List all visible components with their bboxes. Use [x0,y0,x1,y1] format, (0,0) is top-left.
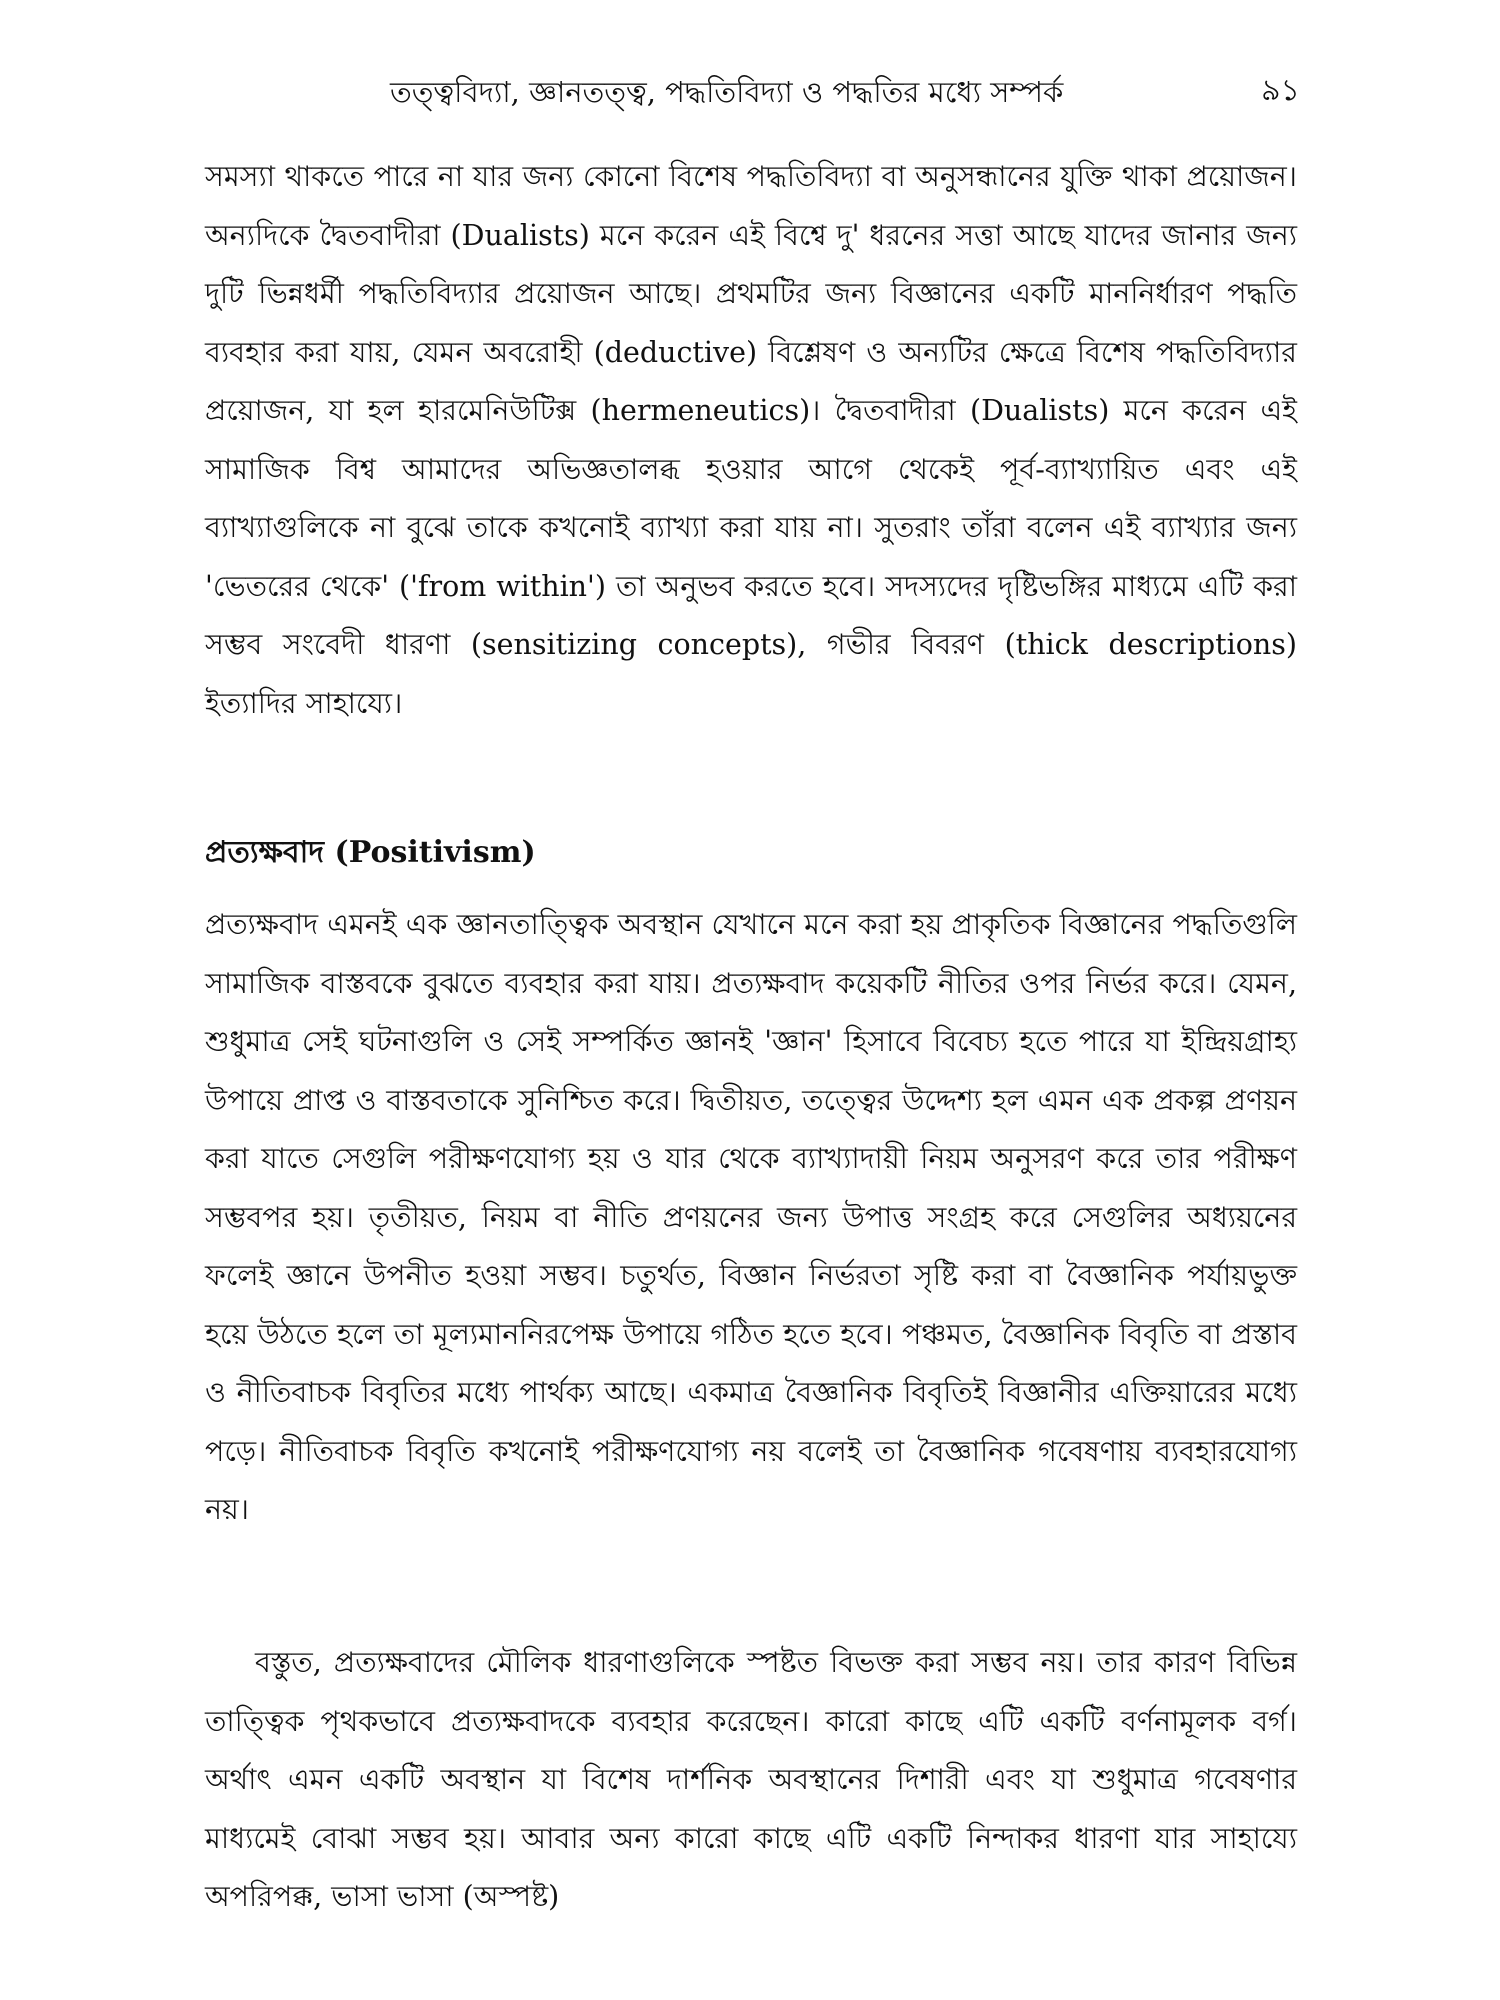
paragraph-dualists: সমস্যা থাকতে পারে না যার জন্য কোনো বিশেষ পদ্ধতিবিদ্যা বা অনুসন্ধানের যুক্তি থাকা প্রয়োজন। অন্যদিকে দ্বৈতবাদীরা (Dualists) মনে করেন এই বিশ্বে দু' ধরনের সত্তা আছে যাদের জানার জন্য দুটি ভিন্নধর্মী পদ্ধতিবিদ্যার প্রয়োজন আছে। প্রথমটির জন্য বিজ্ঞানের একটি মাননির্ধারণ পদ্ধতি ব্যবহার করা যায়, যেমন অবরোহী (deductive) বিশ্লেষণ ও অন্যটির ক্ষেত্রে বিশেষ পদ্ধতিবিদ্যার প্রয়োজন, যা হল হারমেনিউটিক্স (hermeneutics)। দ্বৈতবাদীরা (Dualists) মনে করেন এই সামাজিক বিশ্ব আমাদের অভিজ্ঞতালব্ধ হওয়ার আগে থেকেই পূর্ব-ব্যাখ্যায়িত এবং এই ব্যাখ্যাগুলিকে না বুঝে তাকে কখনোই ব্যাখ্যা করা যায় না। সুতরাং তাঁরা বলেন এই ব্যাখ্যার জন্য 'ভেতরের থেকে' ('from within') তা অনুভব করতে হবে। সদস্যদের দৃষ্টিভঙ্গির মাধ্যমে এটি করা সম্ভব সংবেদী ধারণা (sensitizing concepts), গভীর বিবরণ (thick descriptions) ইত্যাদির সাহায্যে। [205,160,1297,720]
running-header [200,62,1300,122]
paragraph-positivism-principles: প্রত্যক্ষবাদ এমনই এক জ্ঞানতাত্ত্বিক অবস্থান যেখানে মনে করা হয় প্রাকৃতিক বিজ্ঞানের পদ্ধতিগুলি সামাজিক বাস্তবকে বুঝতে ব্যবহার করা যায়। প্রত্যক্ষবাদ কয়েকটি নীতির ওপর নির্ভর করে। যেমন, শুধুমাত্র সেই ঘটনাগুলি ও সেই সম্পর্কিত জ্ঞানই 'জ্ঞান' হিসাবে বিবেচ্য হতে পারে যা ইন্দ্রিয়গ্রাহ্য উপায়ে প্রাপ্ত ও বাস্তবতাকে সুনিশ্চিত করে। দ্বিতীয়ত, তত্ত্বের উদ্দেশ্য হল এমন এক প্রকল্প প্রণয়ন করা যাতে সেগুলি পরীক্ষণযোগ্য হয় ও যার থেকে ব্যাখ্যাদায়ী নিয়ম অনুসরণ করে তার পরীক্ষণ সম্ভবপর হয়। তৃতীয়ত, নিয়ম বা নীতি প্রণয়নের জন্য উপাত্ত সংগ্রহ করে সেগুলির অধ্যয়নের ফলেই জ্ঞানে উপনীত হওয়া সম্ভব। চতুর্থত, বিজ্ঞান নির্ভরতা সৃষ্টি করা বা বৈজ্ঞানিক পর্যায়ভুক্ত হয়ে উঠতে হলে তা মূল্যমাননিরপেক্ষ উপায়ে গঠিত হতে হবে। পঞ্চমত, বৈজ্ঞানিক বিবৃতি বা প্রস্তাব ও নীতিবাচক বিবৃতির মধ্যে পার্থক্য আছে। একমাত্র বৈজ্ঞানিক বিবৃতিই বিজ্ঞানীর এক্তিয়ারের মধ্যে পড়ে। নীতিবাচক বিবৃতি কখনোই পরীক্ষণযোগ্য নয় বলেই তা বৈজ্ঞানিক গবেষণায় ব্যবহারযোগ্য নয়। [205,908,1297,1526]
page-number: ৯১ [1261,73,1300,108]
paragraph-positivism-usage: বস্তুত, প্রত্যক্ষবাদের মৌলিক ধারণাগুলিকে স্পষ্টত বিভক্ত করা সম্ভব নয়। তার কারণ বিভিন্ন তাত্ত্বিক পৃথকভাবে প্রত্যক্ষবাদকে ব্যবহার করেছেন। কারো কাছে এটি একটি বর্ণনামূলক বর্গ। অর্থাৎ এমন একটি অবস্থান যা বিশেষ দার্শনিক অবস্থানের দিশারী এবং যা শুধুমাত্র গবেষণার মাধ্যমেই বোঝা সম্ভব হয়। আবার অন্য কারো কাছে এটি একটি নিন্দাকর ধারণা যার সাহায্যে অপরিপক্ক, ভাসা ভাসা (অস্পষ্ট) [205,1646,1297,1913]
section-heading-positivism: প্রত্যক্ষবাদ (Positivism) [205,835,536,870]
running-title: তত্ত্ববিদ্যা, জ্ঞানতত্ত্ব, পদ্ধতিবিদ্যা ও পদ্ধতির মধ্যে সম্পর্ক [390,75,1064,109]
